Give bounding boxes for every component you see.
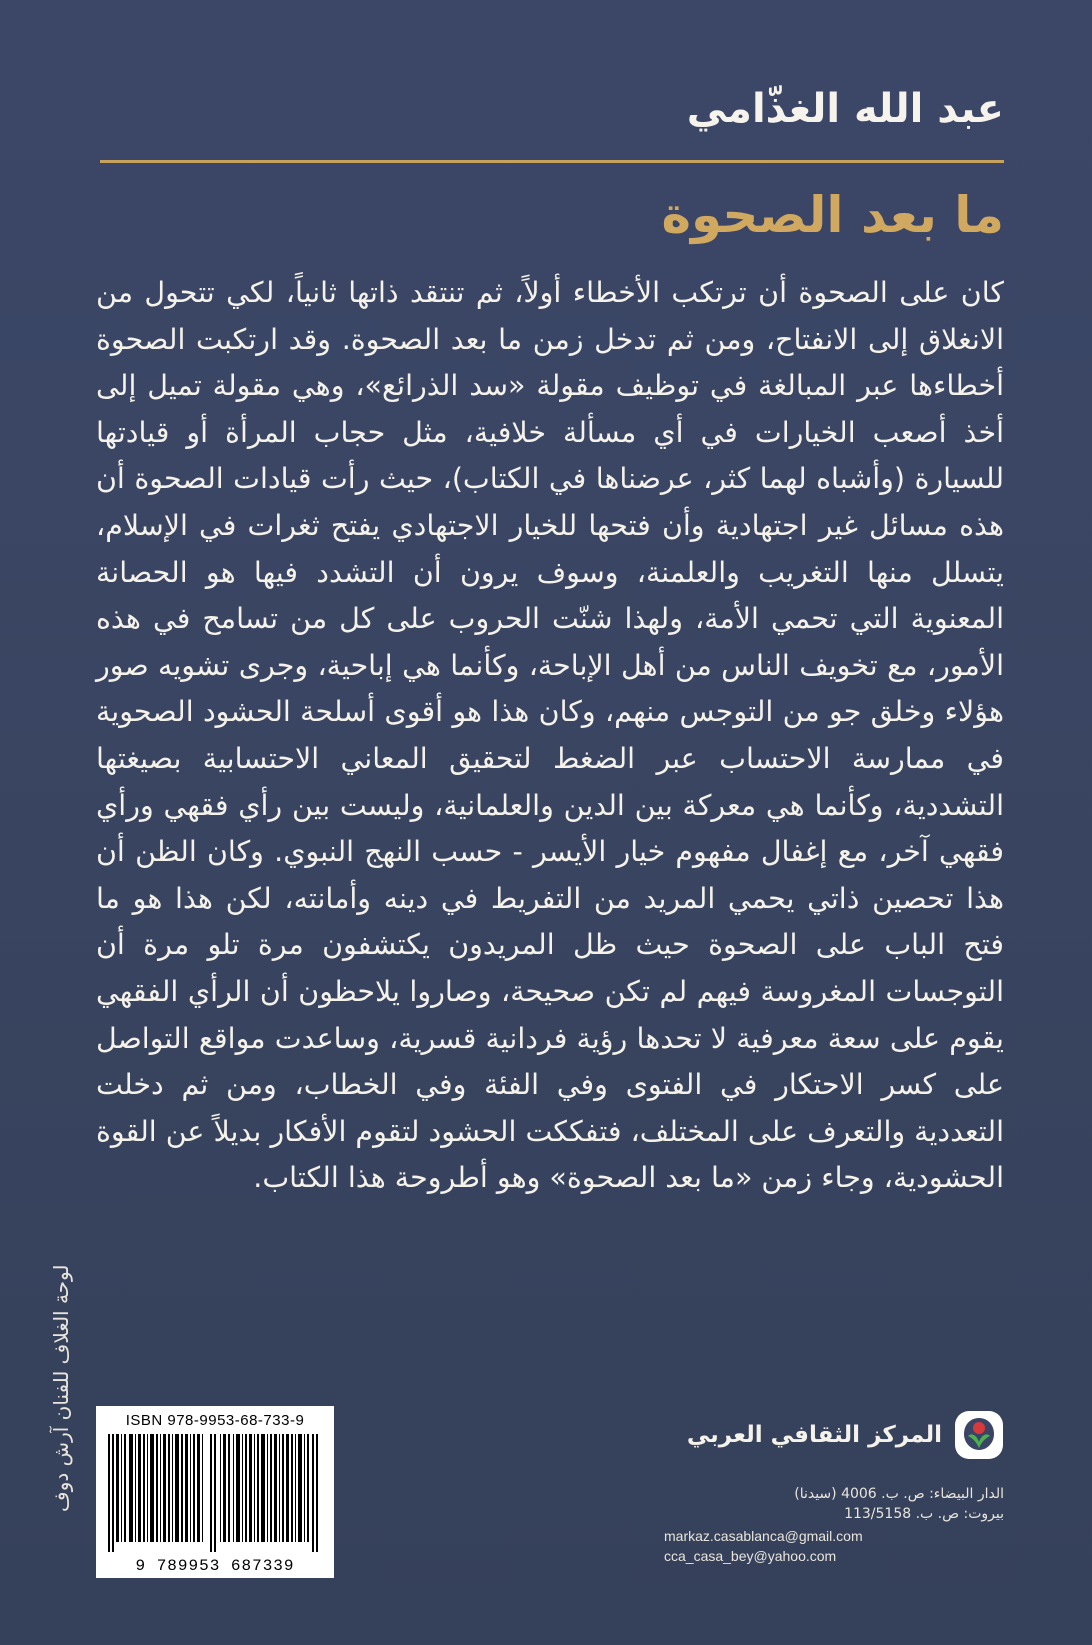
address-beirut: بيروت: ص. ب. 113/5158	[844, 1506, 1004, 1522]
publisher	[687, 1410, 1004, 1460]
address-casablanca: الدار البيضاء: ص. ب. 4006 (سيدنا)	[794, 1486, 1004, 1502]
cover-artist-credit: لوحة الغلاف للفنان آرش دوف	[49, 1264, 73, 1512]
barcode-digits: 9 789953 687339	[135, 1557, 295, 1575]
barcode-bars	[108, 1434, 320, 1552]
isbn-number: ISBN 978-9953-68-733-9	[125, 1412, 305, 1429]
email-casablanca: markaz.casablanca@gmail.com	[664, 1528, 863, 1544]
blurb	[96, 270, 1004, 1202]
publisher-contact	[664, 1484, 1004, 1566]
email-beirut: cca_casa_bey@yahoo.com	[664, 1548, 837, 1564]
publisher-logo-icon	[954, 1410, 1004, 1460]
author-name: عبد الله الغذّامي	[686, 86, 1004, 132]
blurb-paragraph: كان على الصحوة أن ترتكب الأخطاء أولاً، ثم تنتقد ذاتها ثانياً، لكي تتحول من الانغلاق إلى الانفتاح، ومن ثم تدخل زمن ما بعد الصحوة. وقد ارتكبت الصحوة أخطاءها عبر المبالغة في توظيف مقولة «سد الذرائع»، وهي مقولة تميل إلى أخذ أصعب الخيارات في أي مسألة خلافية، مثل حجاب المرأة أو قيادتها للسيارة (وأشباه لهما كثر، عرضناها في الكتاب)، حيث رأت قيادات الصحوة أن هذه مسائل غير اجتهادية وأن فتحها للخيار الاجتهادي يفتح ثغرات في الإسلام، يتسلل منها التغريب والعلمنة، وسوف يرون أن التشدد فيها هو الحصانة المعنوية التي تحمي الأمة، ولهذا شنّت الحروب على كل من تسامح في هذه الأمور، مع تخويف الناس من أهل الإباحة، وكأنما هي إباحية، وجرى تشويه صور هؤلاء وخلق جو من التوجس منهم، وكان هذا هو أقوى أسلحة الحشود الصحوية في ممارسة الاحتساب عبر الضغط لتحقيق المعاني الاحتسابية بصيغتها التشددية، وكأنما هي معركة بين الدين والعلمانية، وليست بين رأي فقهي ورأي فقهي آخر، مع إغفال مفهوم خيار الأيسر - حسب النهج النبوي. وكان الظن أن هذا تحصين ذاتي يحمي المريد من التفريط في دينه وأمانته، لكن هذا هو ما فتح الباب على الصحوة حيث ظل المريدون يكتشفون مرة تلو مرة أن التوجسات المغروسة فيهم لم تكن صحيحة، وصاروا يلاحظون أن الرأي الفقهي يقوم على سعة معرفية لا تحدها رؤية فردانية قسرية، وساعدت مواقع التواصل على كسر الاحتكار في الفتوى وفي الفئة وفي الخطاب، ومن ثم دخلت التعددية والتعرف على المختلف، فتفككت الحشود لتقوم الأفكار بديلاً عن القوة الحشودية، وجاء زمن «ما بعد الصحوة» وهو أطروحة هذا الكتاب.	[96, 276, 1004, 1195]
book-title: ما بعد الصحوة	[661, 186, 1004, 244]
barcode-label	[96, 1406, 334, 1578]
gold-divider	[100, 160, 1004, 163]
publisher-name: المركز الثقافي العربي	[686, 1422, 942, 1448]
